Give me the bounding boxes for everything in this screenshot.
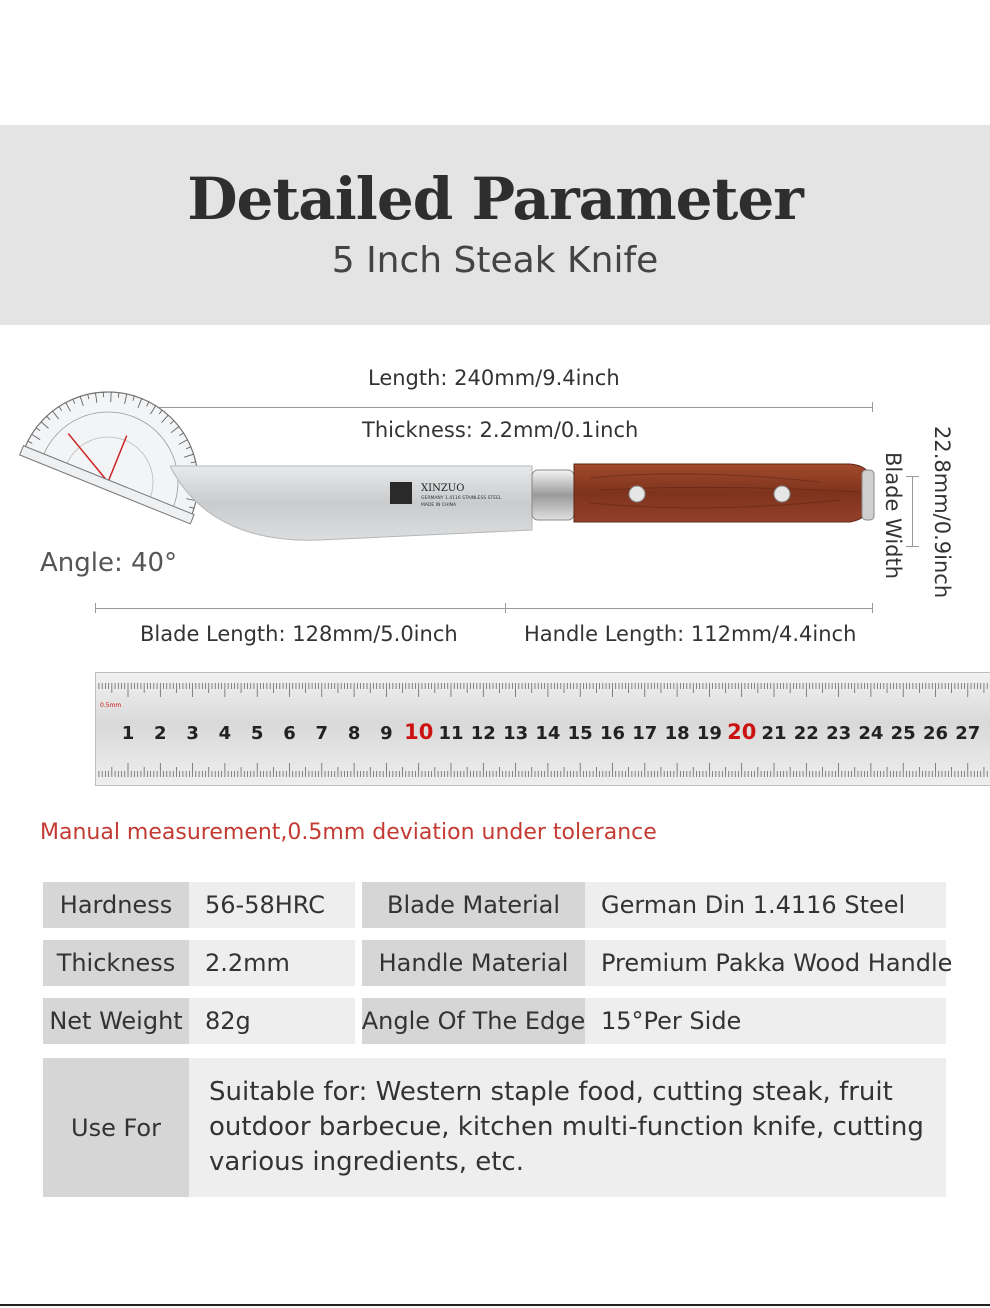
- page-title: Detailed Parameter: [187, 165, 803, 233]
- angle-label: Angle: 40°: [40, 548, 178, 578]
- length-line: [95, 407, 873, 408]
- knife-image: [170, 448, 880, 558]
- ruler-number: 19: [696, 723, 722, 744]
- ruler-number: 12: [470, 723, 496, 744]
- thickness-spec-label: Thickness: [43, 940, 189, 986]
- thickness-spec-value: 2.2mm: [189, 940, 355, 986]
- blade-handle-line: [95, 608, 873, 609]
- page-subtitle: 5 Inch Steak Knife: [331, 240, 659, 281]
- blade-width-line: [912, 476, 913, 546]
- length-label: Length: 240mm/9.4inch: [368, 366, 620, 390]
- ruler-number: 20: [727, 720, 757, 744]
- length-tick: [872, 402, 873, 412]
- edge-angle-value: 15°Per Side: [585, 998, 946, 1044]
- ruler-number: 1: [121, 723, 135, 744]
- ruler-number: 18: [664, 723, 690, 744]
- measurement-note: Manual measurement,0.5mm deviation under tolerance: [40, 820, 657, 845]
- ruler-scale: [96, 673, 990, 787]
- handle-material-label: Handle Material: [362, 940, 585, 986]
- blade-material-label: Blade Material: [362, 882, 585, 928]
- ruler-number: 5: [250, 723, 264, 744]
- knife-brand: XINZUO: [421, 483, 465, 494]
- blade-length-label: Blade Length: 128mm/5.0inch: [140, 622, 458, 646]
- ruler-number: 11: [438, 723, 464, 744]
- hardness-label: Hardness: [43, 882, 189, 928]
- hardness-value: 56-58HRC: [189, 882, 355, 928]
- ruler-number: 21: [761, 723, 787, 744]
- ruler-number: 4: [218, 723, 232, 744]
- ruler-number: 25: [890, 723, 916, 744]
- use-for-value: Suitable for: Western staple food, cutting steak, fruit outdoor barbecue, kitchen multi-function knife, cutting various ingredients, etc.: [189, 1058, 946, 1197]
- edge-angle-label: Angle Of The Edge: [362, 998, 585, 1044]
- ruler-number: 17: [632, 723, 658, 744]
- handle-length-label: Handle Length: 112mm/4.4inch: [524, 622, 857, 646]
- ruler-number: 6: [283, 723, 296, 744]
- ruler-number: 7: [315, 723, 329, 744]
- ruler-number: 9: [380, 723, 393, 744]
- knife-engraving-1: GERMANY 1.4116 STAINLESS STEEL: [421, 496, 502, 501]
- ruler-unit-note: 0.5mm: [100, 702, 122, 709]
- ruler: [95, 672, 990, 786]
- blade-width-value: 22.8mm/0.9inch: [930, 426, 954, 599]
- blade-width-tick-bottom: [906, 546, 919, 547]
- blade-start-tick: [95, 603, 96, 613]
- ruler-number: 26: [922, 723, 949, 744]
- ruler-number: 2: [154, 723, 167, 744]
- ruler-number: 23: [826, 723, 852, 744]
- ruler-number: 15: [567, 723, 593, 744]
- ruler-number: 24: [858, 723, 884, 744]
- blade-handle-divider-tick: [505, 603, 506, 613]
- handle-end-tick: [872, 603, 873, 613]
- handle-material-value: Premium Pakka Wood Handle: [585, 940, 946, 986]
- blade-material-value: German Din 1.4116 Steel: [585, 882, 946, 928]
- ruler-number: 27: [955, 723, 981, 744]
- use-for-label: Use For: [43, 1058, 189, 1197]
- net-weight-value: 82g: [189, 998, 355, 1044]
- ruler-number: 22: [793, 723, 819, 744]
- ruler-number: 13: [503, 723, 529, 744]
- ruler-number: 16: [599, 723, 626, 744]
- ruler-number: 3: [186, 723, 199, 744]
- net-weight-label: Net Weight: [43, 998, 189, 1044]
- ruler-number: 10: [404, 720, 434, 744]
- thickness-label: Thickness: 2.2mm/0.1inch: [362, 418, 639, 442]
- ruler-number: 14: [535, 723, 561, 744]
- knife-engraving-2: MADE IN CHINA: [421, 503, 457, 508]
- ruler-number: 8: [347, 723, 361, 744]
- bottom-divider: [0, 1304, 990, 1306]
- blade-width-tick-top: [906, 476, 919, 477]
- blade-width-label: Blade Width: [881, 452, 905, 580]
